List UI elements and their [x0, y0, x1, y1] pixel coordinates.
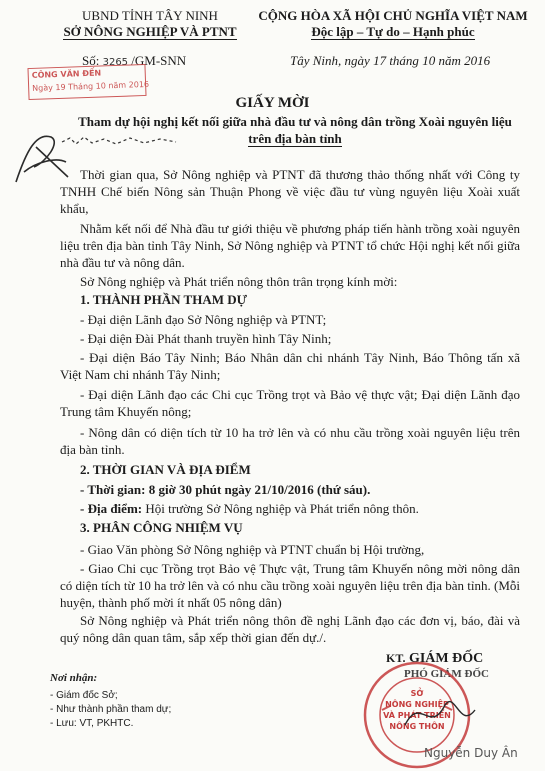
body-paragraph-2: Nhằm kết nối để Nhà đầu tư giới thiệu về phương pháp tiến hành trồng xoài nguyên liệu trên địa bàn tỉnh Tây Ninh, Sở Nông nghiệp và PTNT tổ chức Hội nghị kết nối giữa nhà đầu tư và nông dân.	[60, 221, 520, 270]
recipient-item: - Như thành phần tham dự;	[50, 704, 172, 715]
seal-line-3: VÀ PHÁT TRIỂN	[383, 711, 451, 720]
closing-paragraph: Sở Nông nghiệp và Phát triển nông thôn đề nghị Lãnh đạo các đơn vị, báo, đài và quý nông dân quan tâm, sắp xếp thời gian đến dự./.	[60, 613, 520, 645]
nation-title: CỘNG HÒA XÃ HỘI CHỦ NGHĨA VIỆT NAM	[258, 8, 528, 23]
date-month: 10	[422, 53, 436, 68]
seal-line-2: NÔNG NGHIỆP	[385, 700, 449, 709]
section-1-title: 1. THÀNH PHẦN THAM DỰ	[80, 292, 247, 307]
handwritten-signature	[400, 690, 480, 740]
doc-no-suffix: /GM-SNN	[131, 53, 187, 68]
section-1-item-4: - Đại diện Lãnh đạo các Chi cục Trồng trọt và Bảo vệ thực vật; Đại diện Lãnh đạo Trung tâm Khuyến nông;	[60, 387, 520, 419]
recipient-item: - Giám đốc Sở;	[50, 690, 118, 701]
incoming-stamp-title: CÔNG VĂN ĐẾN	[31, 68, 102, 80]
section-2-place	[80, 500, 419, 517]
section-2-title: 2. THỜI GIAN VÀ ĐỊA ĐIỂM	[80, 462, 251, 477]
document-subject-line1: Tham dự hội nghị kết nối giữa nhà đầu tư và nông dân trồng Xoài nguyên liệu	[78, 114, 512, 129]
section-2-place-label: - Địa điểm:	[80, 501, 143, 516]
department-name	[40, 24, 260, 40]
doc-no-label: Số:	[82, 53, 100, 68]
section-1-item-3: - Đại diện Báo Tây Ninh; Báo Nhân dân chi nhánh Tây Ninh, Báo Thông tấn xã Việt Nam chi nhánh Tây Ninh;	[60, 350, 520, 382]
date-day: 17	[373, 53, 387, 68]
signature-prefix: KT.	[386, 651, 406, 665]
seal-line-1: SỞ	[410, 689, 424, 698]
date-month-label: tháng	[389, 53, 419, 68]
section-3-item-1: - Giao Văn phòng Sở Nông nghiệp và PTNT chuẩn bị Hội trường,	[80, 542, 425, 557]
section-1-item-2: - Đại diện Đài Phát thanh truyền hình Tây Ninh;	[80, 331, 332, 346]
incoming-stamp-date: Ngày 19 Tháng 10 năm 2016	[32, 79, 150, 93]
date-prefix: Tây Ninh, ngày	[290, 53, 370, 68]
nation-motto	[248, 24, 538, 40]
section-1-item-5: - Nông dân có diện tích từ 10 ha trở lên và có nhu cầu trồng xoài nguyên liệu trên địa bàn tỉnh.	[60, 425, 520, 457]
section-3-title: 3. PHÂN CÔNG NHIỆM VỤ	[80, 520, 243, 535]
section-3-item-2: - Giao Chi cục Trồng trọt Bảo vệ Thực vật, Trung tâm Khuyến nông mời nông dân có diện tích từ 10 ha trở lên và có nhu cầu trồng xoài nguyên liệu trên địa bàn tỉnh. (Mỗi huyện, thành phố mời ít nhất 05 nông dân)	[60, 561, 520, 610]
org-name: UBND TỈNH TÂY NINH	[82, 8, 218, 23]
nation-motto-text: Độc lập – Tự do – Hạnh phúc	[311, 24, 475, 39]
department-name-text: SỞ NÔNG NGHIỆP VÀ PTNT	[63, 24, 237, 39]
document-date	[290, 53, 490, 69]
date-year-label: năm	[438, 53, 461, 68]
recipients-title: Nơi nhận:	[50, 672, 98, 684]
handwritten-note	[60, 134, 180, 148]
document-subject-line2-text: trên địa bàn tỉnh	[248, 131, 342, 146]
section-2-time: - Thời gian: 8 giờ 30 phút ngày 21/10/2016 (thứ sáu).	[80, 482, 371, 497]
recipient-item: - Lưu: VT, PKHTC.	[50, 718, 134, 729]
signer-name: Nguyễn Duy Ân	[424, 746, 518, 760]
signature-role-text: GIÁM ĐỐC	[408, 651, 484, 666]
document-title: GIẤY MỜI	[235, 95, 310, 111]
body-paragraph-1: Thời gian qua, Sở Nông nghiệp và PTNT đã thương thảo thống nhất với Công ty TNHH Chế biến Nông sản Thuận Phong về việc đầu tư vùng nguyên liệu Xoài xuất khẩu,	[60, 167, 520, 216]
date-year: 2016	[464, 53, 491, 68]
body-paragraph-3: Sở Nông nghiệp và Phát triển nông thôn trân trọng kính mời:	[80, 274, 398, 289]
section-2-place-value: Hội trường Sở Nông nghiệp và Phát triển nông thôn.	[142, 501, 419, 516]
seal-line-4: NÔNG THÔN	[389, 722, 445, 731]
doc-no-value: 3265	[102, 57, 129, 68]
section-1-item-1: - Đại diện Lãnh đạo Sở Nông nghiệp và PTNT;	[80, 312, 327, 327]
signature-deputy: PHÓ GIÁM ĐỐC	[404, 668, 489, 680]
